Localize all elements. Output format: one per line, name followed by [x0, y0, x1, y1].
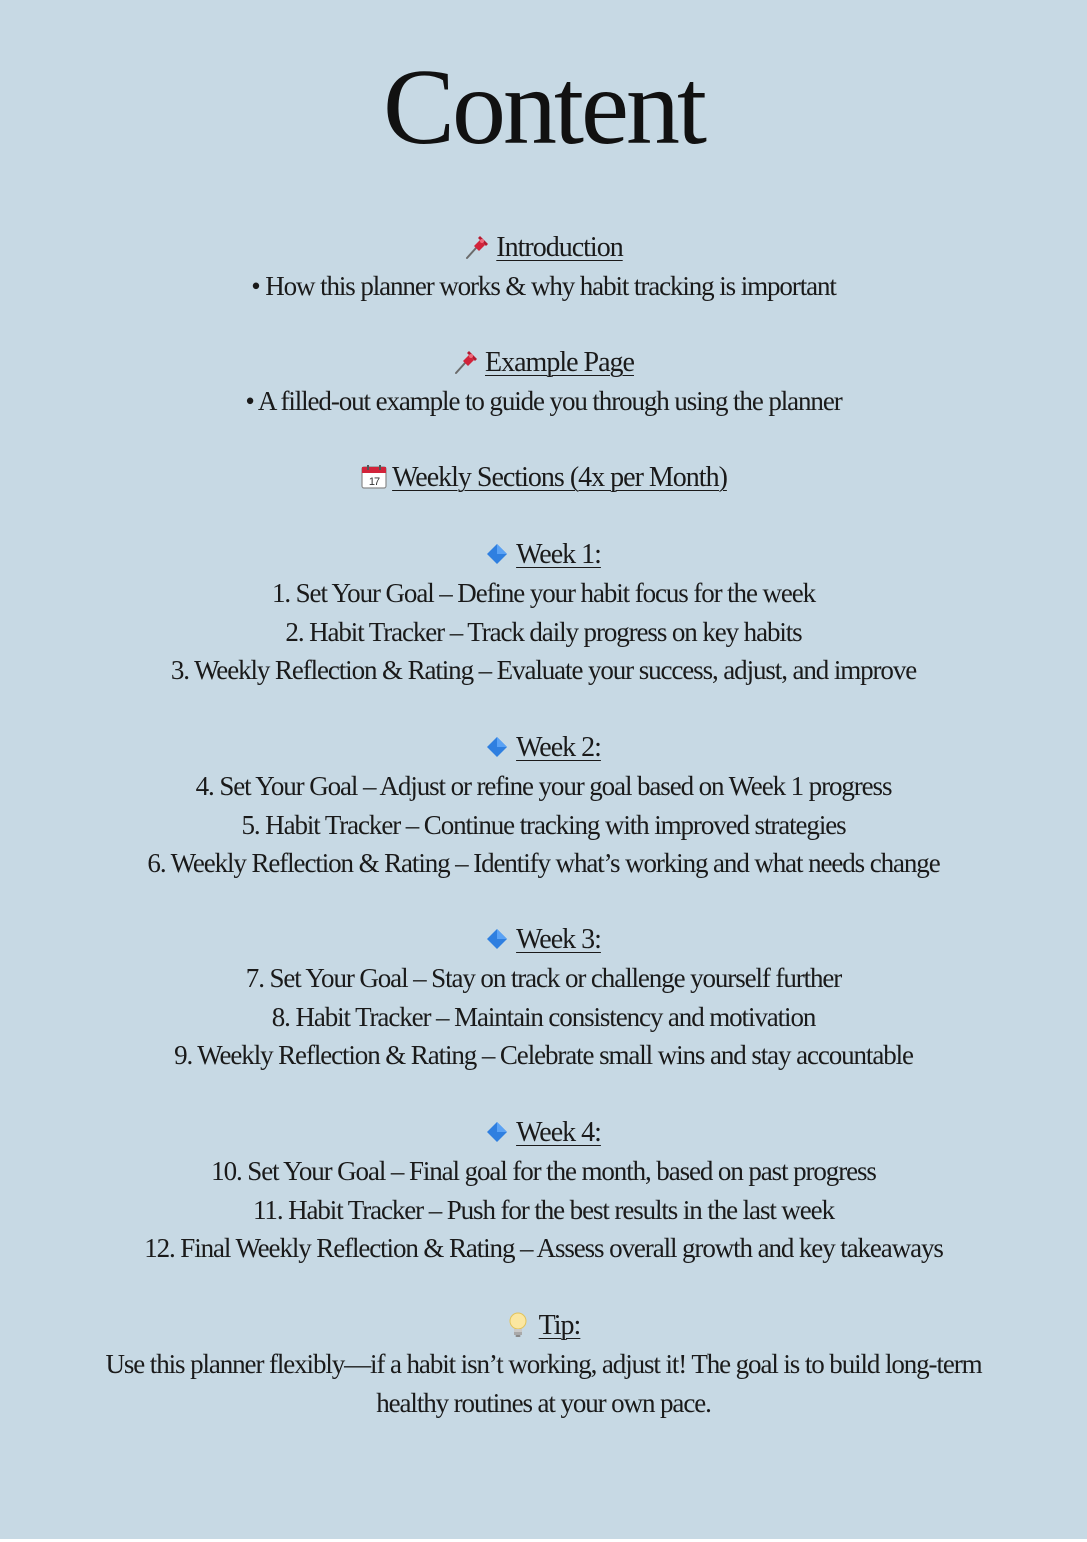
weekly-sections-heading-label: Weekly Sections (4x per Month) — [392, 462, 727, 493]
blue-diamond-icon — [486, 1121, 508, 1143]
pushpin-icon — [453, 349, 479, 375]
week-3-item: 8. Habit Tracker – Maintain consistency and motivation — [271, 1001, 816, 1032]
week-3-item: 9. Weekly Reflection & Rating – Celebrate small wins and stay accountable — [174, 1040, 913, 1071]
tip-heading[interactable] — [507, 1307, 581, 1345]
week-2-section — [0, 729, 1087, 883]
week-4-heading-label: Week 4: — [516, 1117, 601, 1148]
page-title: Content — [383, 48, 704, 167]
week-1-item: 3. Weekly Reflection & Rating – Evaluate your success, adjust, and improve — [170, 655, 917, 686]
example-page-heading-label: Example Page — [485, 347, 634, 378]
week-2-heading[interactable] — [486, 729, 601, 767]
week-4-heading[interactable] — [486, 1114, 601, 1152]
example-page-heading[interactable] — [453, 344, 634, 382]
introduction-heading[interactable] — [464, 229, 622, 267]
tip-section — [0, 1307, 1087, 1422]
week-1-heading-label: Week 1: — [516, 539, 601, 570]
example-page-line: • A filled-out example to guide you through using the planner — [245, 386, 842, 416]
weekly-sections-heading[interactable] — [360, 459, 727, 497]
week-2-heading-label: Week 2: — [516, 732, 601, 763]
week-1-section — [0, 536, 1087, 690]
svg-text:17: 17 — [368, 475, 380, 488]
blue-diamond-icon — [486, 928, 508, 950]
example-page-section — [0, 344, 1087, 421]
tip-line: healthy routines at your own pace. — [376, 1387, 711, 1418]
blue-diamond-icon — [486, 736, 508, 758]
week-2-item: 4. Set Your Goal – Adjust or refine your goal based on Week 1 progress — [195, 771, 892, 801]
week-4-item: 11. Habit Tracker – Push for the best results in the last week — [253, 1194, 834, 1225]
calendar-icon — [360, 464, 388, 490]
week-3-section — [0, 921, 1087, 1075]
introduction-section — [0, 229, 1087, 306]
week-1-heading[interactable] — [486, 536, 601, 574]
pushpin-icon — [464, 234, 490, 260]
week-4-section — [0, 1114, 1087, 1268]
tip-line: Use this planner flexibly—if a habit isn’t working, adjust it! The goal is to build long-term — [105, 1349, 982, 1379]
week-4-item: 12. Final Weekly Reflection & Rating – Assess overall growth and key takeaways — [144, 1233, 943, 1264]
week-3-item: 7. Set Your Goal – Stay on track or challenge yourself further — [245, 963, 842, 993]
week-2-item: 6. Weekly Reflection & Rating – Identify what’s working and what needs change — [147, 848, 940, 879]
week-3-heading-label: Week 3: — [516, 924, 601, 955]
introduction-line: • How this planner works & why habit tracking is important — [251, 271, 836, 301]
introduction-heading-label: Introduction — [496, 232, 623, 263]
week-2-item: 5. Habit Tracker – Continue tracking with improved strategies — [241, 809, 846, 840]
tip-heading-label: Tip: — [538, 1310, 581, 1341]
week-3-heading[interactable] — [486, 921, 601, 959]
week-1-item: 1. Set Your Goal – Define your habit focus for the week — [271, 578, 816, 608]
weekly-sections-section — [0, 459, 1087, 497]
week-4-item: 10. Set Your Goal – Final goal for the month, based on past progress — [211, 1156, 876, 1186]
week-1-item: 2. Habit Tracker – Track daily progress on key habits — [285, 616, 802, 647]
blue-diamond-icon — [486, 543, 508, 565]
lightbulb-icon — [507, 1311, 529, 1339]
